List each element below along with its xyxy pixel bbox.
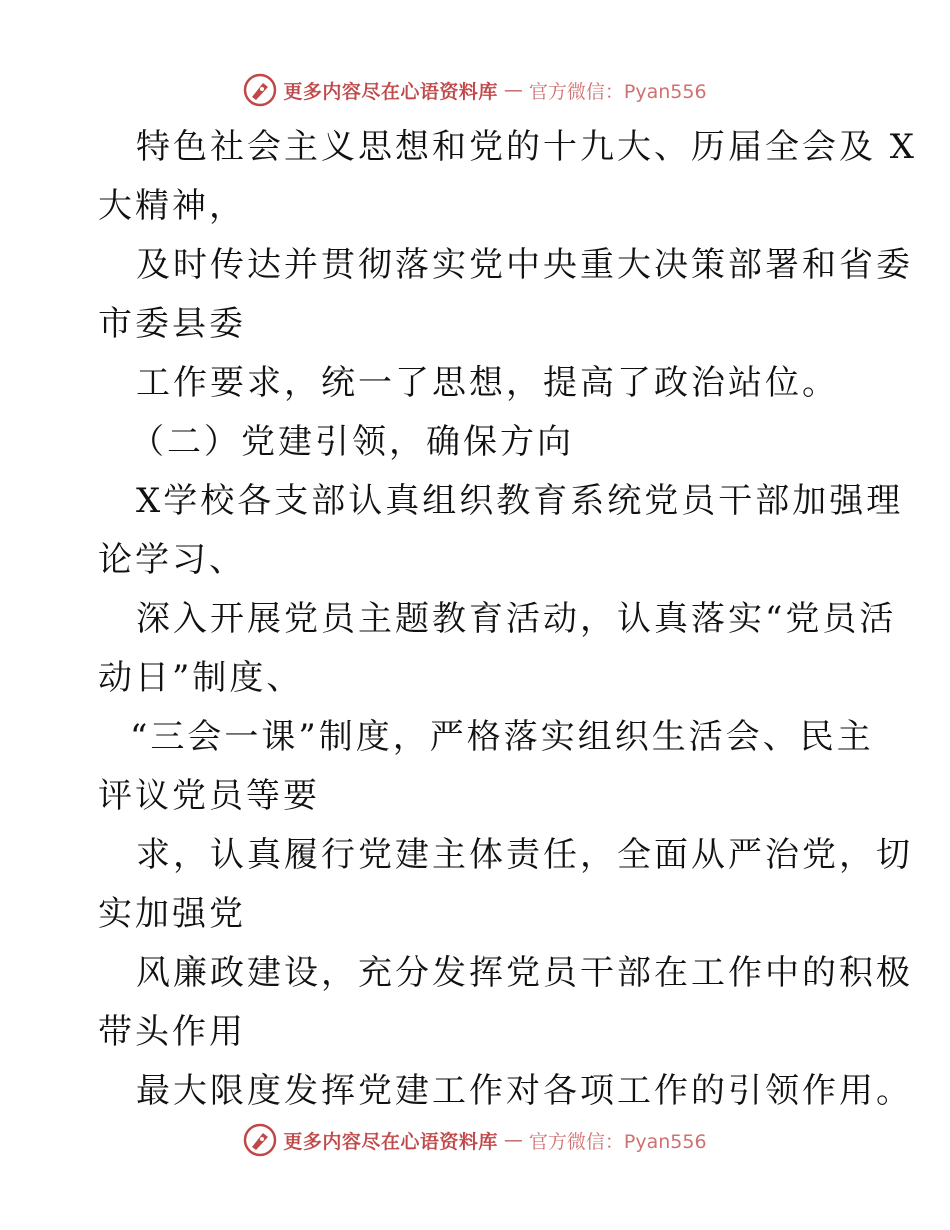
text-line: 大精神， — [98, 186, 246, 226]
text-line: 求，认真履行党建主体责任，全面从严治党，切 — [136, 835, 913, 875]
text-line: 及时传达并贯彻落实党中央重大决策部署和省委 — [136, 245, 913, 285]
watermark-sub-text: 官方微信：Pyan556 — [528, 80, 707, 103]
text-line: 带头作用 — [98, 1012, 246, 1052]
watermark-main-text: 更多内容尽在心语资料库 — [283, 80, 498, 103]
text-line: 动日”制度、 — [98, 658, 304, 698]
watermark-separator: — — [503, 1129, 523, 1151]
text-line: X学校各支部认真组织教育系统党员干部加强理 — [136, 481, 904, 521]
text-line: 评议党员等要 — [98, 776, 320, 816]
header-watermark — [0, 70, 950, 110]
text-line: 市委县委 — [98, 304, 246, 344]
text-line: 论学习、 — [98, 540, 246, 580]
pen-nib-logo-icon — [243, 73, 277, 107]
watermark-main-text: 更多内容尽在心语资料库 — [283, 1130, 498, 1153]
footer-watermark — [0, 1120, 950, 1160]
watermark-sub-text: 官方微信：Pyan556 — [528, 1130, 707, 1153]
text-line: 风廉政建设，充分发挥党员干部在工作中的积极 — [136, 953, 913, 993]
text-line: 实加强党 — [98, 894, 246, 934]
text-line: 深入开展党员主题教育活动，认真落实“党员活 — [136, 599, 897, 639]
text-line: 工作要求，统一了思想，提高了政治站位。 — [136, 363, 839, 403]
text-line: “三会一课”制度，严格落实组织生活会、民主 — [130, 717, 874, 757]
pen-nib-logo-icon — [243, 1123, 277, 1157]
text-line: 特色社会主义思想和党的十九大、历届全会及 X — [136, 127, 918, 167]
document-body — [98, 118, 918, 1121]
section-heading: （二）党建引领，确保方向 — [130, 422, 574, 462]
watermark-separator: — — [503, 79, 523, 101]
text-line: 最大限度发挥党建工作对各项工作的引领作用。 — [136, 1071, 913, 1111]
